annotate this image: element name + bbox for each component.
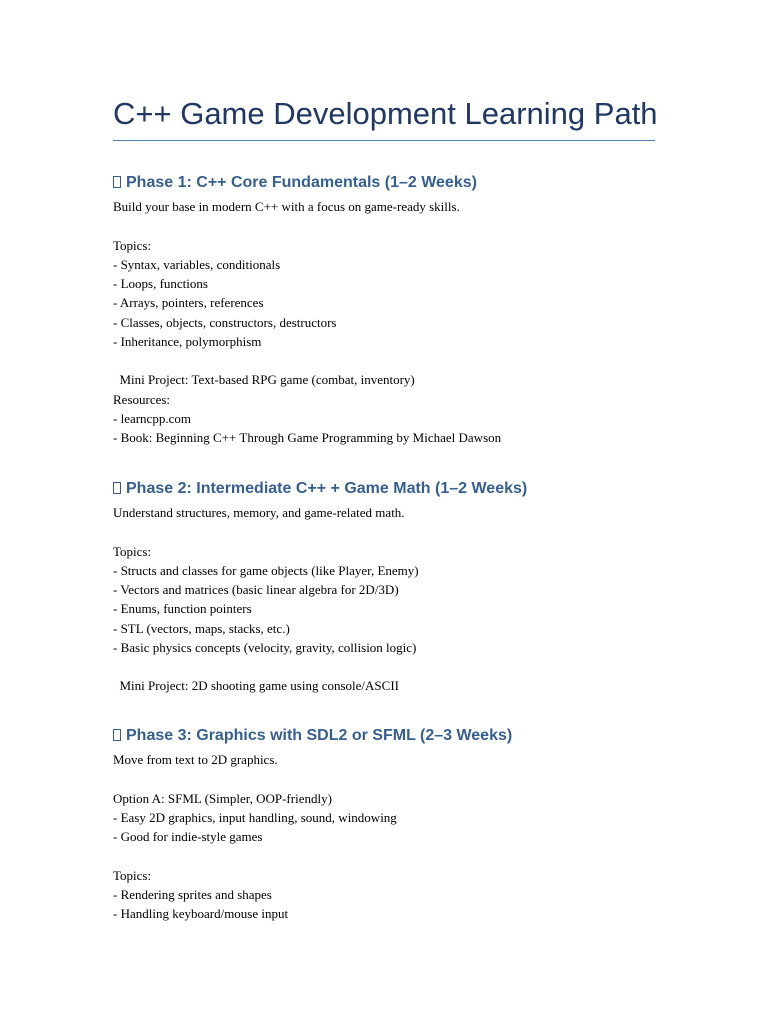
section-heading — [113, 172, 655, 194]
body-line: - learncpp.com — [113, 410, 191, 426]
section-phase-3 — [113, 725, 655, 923]
box-glyph-icon — [113, 176, 121, 188]
body-line: Understand structures, memory, and game-related math. — [113, 505, 405, 520]
body-line: Build your base in modern C++ with a focus on game-ready skills. — [113, 199, 460, 214]
body-line — [113, 769, 655, 788]
body-line: Mini Project: Text-based RPG game (combat, inventory) — [113, 372, 415, 388]
body-line: Resources: — [113, 391, 171, 407]
body-line: - Rendering sprites and shapes — [113, 886, 272, 902]
body-line: Topics: — [113, 867, 152, 883]
section-heading — [113, 478, 655, 500]
body-line: - Classes, objects, constructors, destructors — [113, 314, 337, 330]
box-glyph-icon — [113, 482, 121, 494]
body-line: - Structs and classes for game objects (like Player, Enemy) — [113, 562, 419, 578]
body-line — [113, 657, 655, 676]
body-line: - Handling keyboard/mouse input — [113, 906, 289, 921]
body-line: - Enums, function pointers — [113, 601, 252, 617]
section-heading-text: Phase 1: C++ Core Fundamentals (1–2 Weeks) — [126, 174, 477, 191]
body-line: - Inheritance, polymorphism — [113, 333, 262, 349]
document-title: C++ Game Development Learning Path — [113, 94, 655, 141]
body-line: Mini Project: 2D shooting game using console/ASCII — [113, 678, 399, 694]
section-heading-text: Phase 3: Graphics with SDL2 or SFML (2–3 Weeks) — [126, 727, 513, 744]
body-line: - Vectors and matrices (basic linear algebra for 2D/3D) — [113, 582, 399, 597]
section-phase-1 — [113, 172, 655, 447]
body-line: - Good for indie-style games — [113, 829, 263, 844]
box-glyph-icon — [113, 729, 121, 741]
section-heading-text: Phase 2: Intermediate C++ + Game Math (1–2 Weeks) — [126, 480, 528, 497]
section-heading — [113, 725, 655, 747]
body-line: - Basic physics concepts (velocity, gravity, collision logic) — [113, 639, 417, 655]
body-line — [113, 216, 655, 235]
body-line: - STL (vectors, maps, stacks, etc.) — [113, 620, 290, 636]
section-phase-2 — [113, 478, 655, 696]
body-line: - Arrays, pointers, references — [113, 295, 264, 311]
body-line: - Syntax, variables, conditionals — [113, 256, 281, 272]
body-line: Option A: SFML (Simpler, OOP-friendly) — [113, 790, 332, 806]
body-line: - Loops, functions — [113, 276, 208, 291]
body-line — [113, 351, 655, 370]
body-line: Topics: — [113, 237, 152, 253]
body-line — [113, 522, 655, 541]
body-line: - Book: Beginning C++ Through Game Programming by Michael Dawson — [113, 430, 502, 445]
body-line — [113, 846, 655, 865]
body-line: Move from text to 2D graphics. — [113, 752, 278, 767]
body-line: - Easy 2D graphics, input handling, sound, windowing — [113, 809, 397, 825]
body-line: Topics: — [113, 543, 152, 559]
